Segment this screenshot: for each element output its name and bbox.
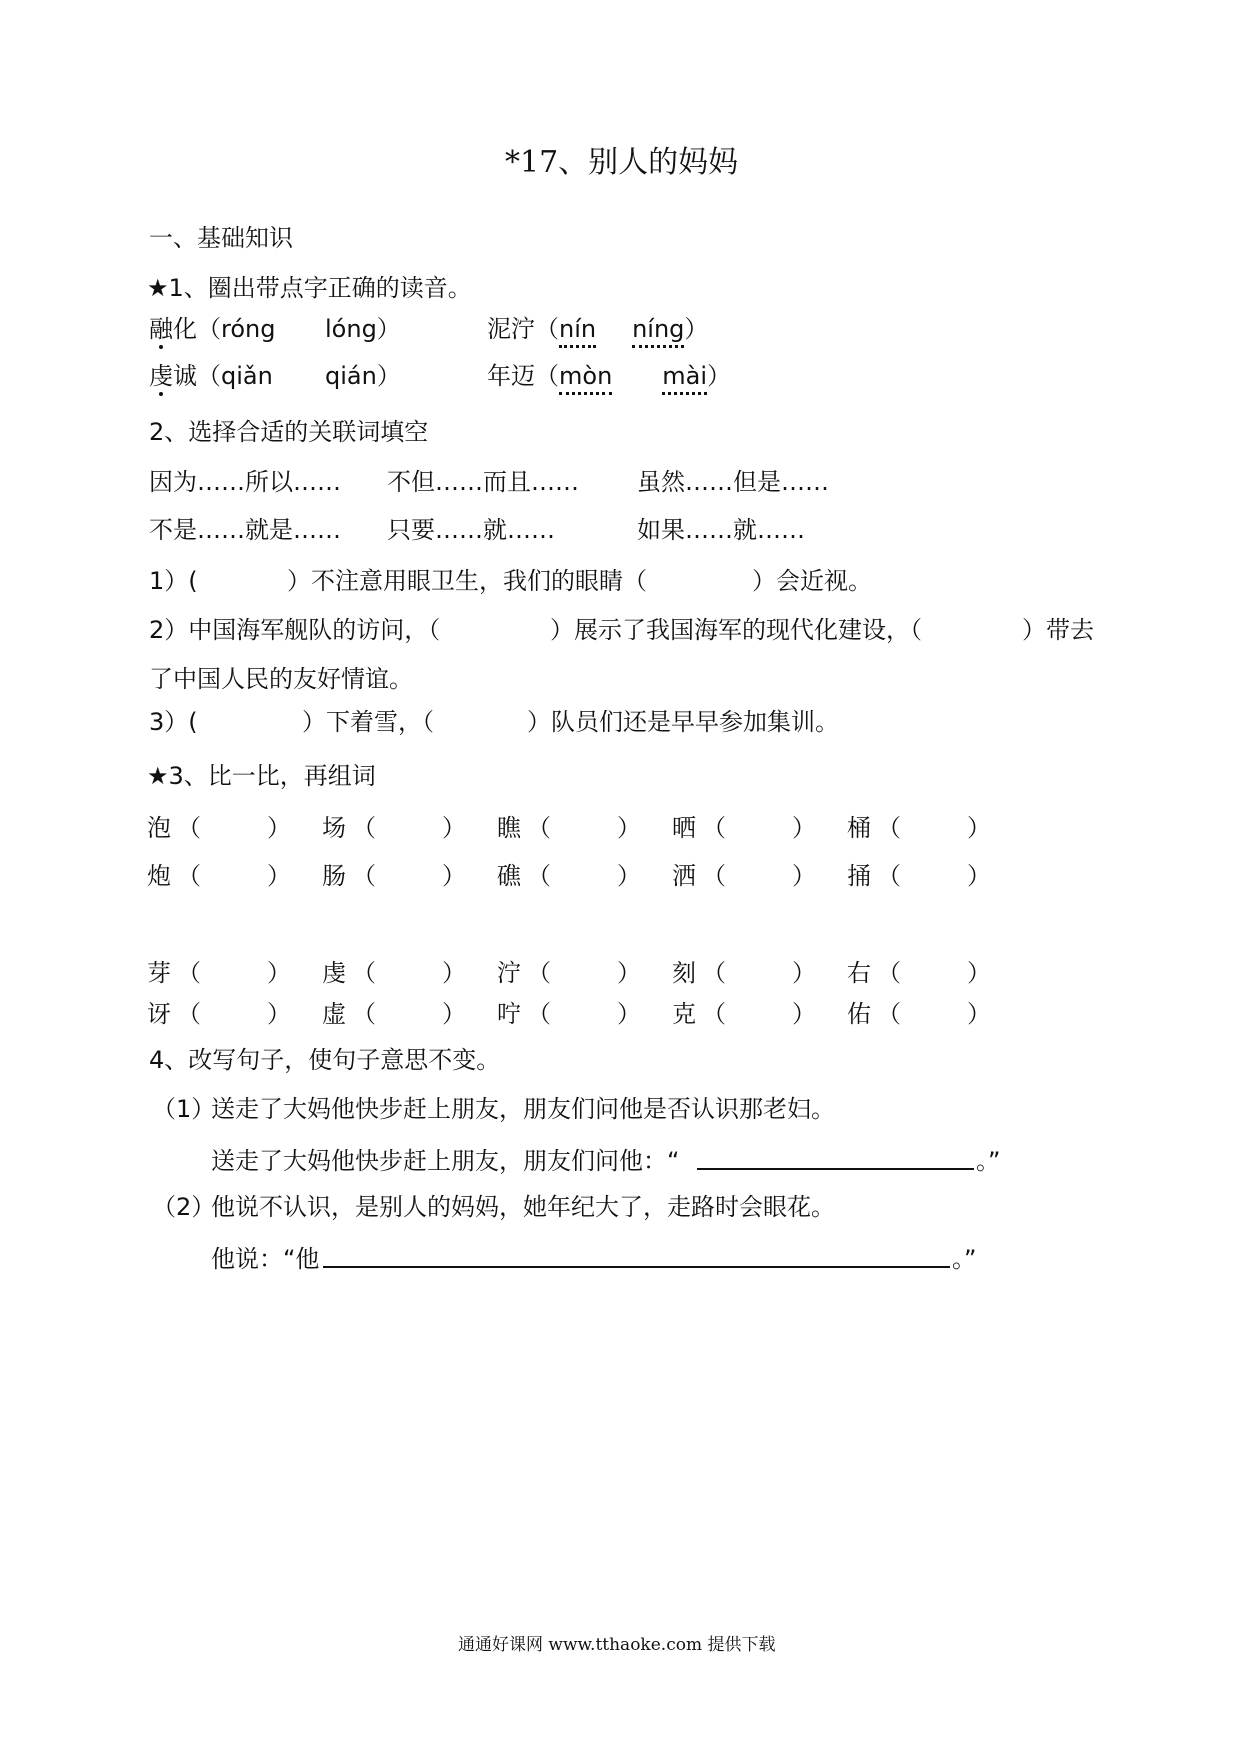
blank-open-paren: （ bbox=[877, 959, 901, 987]
compare-char: 肠 bbox=[322, 862, 346, 890]
blank-close-paren: ） bbox=[617, 814, 641, 842]
blank-close-paren: ） bbox=[617, 1000, 641, 1028]
compare-char: 桶 bbox=[847, 814, 871, 842]
dotted-char: 融 bbox=[149, 315, 173, 343]
blank-open-paren: （ bbox=[702, 814, 726, 842]
blank-open-paren: （ bbox=[352, 862, 376, 890]
word-blank[interactable] bbox=[555, 957, 619, 989]
blank-open-paren: （ bbox=[527, 862, 551, 890]
q2-sentence2-d: 了中国人民的友好情谊。 bbox=[149, 665, 413, 693]
compare-char: 洒 bbox=[672, 862, 696, 890]
blank-close-paren: ） bbox=[967, 814, 991, 842]
blank-open-paren: （ bbox=[177, 1000, 201, 1028]
word-blank[interactable] bbox=[730, 860, 794, 892]
q4-item2-text: 他说不认识，是别人的妈妈，她年纪大了，走路时会眼花。 bbox=[211, 1193, 835, 1221]
question-1-heading: ★1、圈出带点字正确的读音。 bbox=[147, 274, 472, 302]
answer-blank[interactable] bbox=[323, 1266, 950, 1268]
blank-close-paren: ） bbox=[442, 862, 466, 890]
blank-close-paren: ） bbox=[792, 814, 816, 842]
blank-close-paren: ） bbox=[617, 862, 641, 890]
blank-close-paren: ） bbox=[267, 1000, 291, 1028]
conjunction-option: 虽然……但是…… bbox=[637, 468, 829, 496]
blank-open-paren: （ bbox=[702, 862, 726, 890]
compare-char: 佑 bbox=[847, 1000, 871, 1028]
q1-row2-right bbox=[487, 364, 731, 388]
word-blank[interactable] bbox=[555, 812, 619, 844]
dotted-char: 虔 bbox=[149, 362, 173, 390]
blank-close-paren: ） bbox=[792, 862, 816, 890]
word-blank[interactable] bbox=[380, 957, 444, 989]
compare-char: 炮 bbox=[147, 862, 171, 890]
q1-row1-right-option2[interactable]: níng bbox=[632, 315, 684, 348]
compare-char: 泞 bbox=[497, 959, 521, 987]
q2-sentence3-c: ）队员们还是早早参加集训。 bbox=[527, 708, 839, 736]
blank-close-paren: ） bbox=[267, 814, 291, 842]
q2-sentence2-a: 2）中国海军舰队的访问，（ bbox=[149, 616, 441, 644]
q4-item2-rewrite: 他说：“他 bbox=[211, 1245, 320, 1273]
q1-row2-right-close: ） bbox=[707, 362, 732, 390]
compare-char: 场 bbox=[322, 814, 346, 842]
compare-char: 克 bbox=[672, 1000, 696, 1028]
word-blank[interactable] bbox=[205, 812, 269, 844]
q4-item2-end: 。” bbox=[952, 1245, 977, 1273]
blank-close-paren: ） bbox=[617, 959, 641, 987]
compare-char: 晒 bbox=[672, 814, 696, 842]
blank-open-paren: （ bbox=[877, 1000, 901, 1028]
compare-char: 讶 bbox=[147, 1000, 171, 1028]
blank-close-paren: ） bbox=[442, 814, 466, 842]
blank-close-paren: ） bbox=[267, 959, 291, 987]
word-blank[interactable] bbox=[905, 998, 969, 1030]
q1-row2-left bbox=[149, 364, 273, 388]
blank-open-paren: （ bbox=[527, 814, 551, 842]
blank-open-paren: （ bbox=[177, 814, 201, 842]
compare-char: 右 bbox=[847, 959, 871, 987]
q1-row1-right-word: 泥泞（ bbox=[487, 315, 559, 343]
q1-row1-left bbox=[149, 317, 275, 341]
blank-open-paren: （ bbox=[177, 959, 201, 987]
question-4-heading: 4、改写句子，使句子意思不变。 bbox=[149, 1046, 501, 1074]
conjunction-option: 如果……就…… bbox=[637, 516, 805, 544]
q4-item2-label: （2） bbox=[152, 1193, 216, 1221]
q2-sentence1-c: ）会近视。 bbox=[752, 567, 872, 595]
blank-open-paren: （ bbox=[177, 862, 201, 890]
q2-sentence1-a: 1）( bbox=[149, 567, 198, 595]
blank-open-paren: （ bbox=[352, 814, 376, 842]
blank-open-paren: （ bbox=[352, 959, 376, 987]
blank-open-paren: （ bbox=[352, 1000, 376, 1028]
q4-item1-rewrite: 送走了大妈他快步赶上朋友，朋友们问他：“ bbox=[211, 1147, 680, 1175]
blank-close-paren: ） bbox=[967, 862, 991, 890]
conjunction-option: 不是……就是…… bbox=[149, 516, 341, 544]
blank-open-paren: （ bbox=[877, 814, 901, 842]
word-blank[interactable] bbox=[380, 860, 444, 892]
blank-close-paren: ） bbox=[967, 1000, 991, 1028]
word-blank[interactable] bbox=[905, 812, 969, 844]
word-blank[interactable] bbox=[380, 812, 444, 844]
compare-char: 芽 bbox=[147, 959, 171, 987]
conjunction-option: 不但……而且…… bbox=[387, 468, 579, 496]
q4-item1-label: （1） bbox=[152, 1095, 216, 1123]
q1-row1-right bbox=[487, 317, 708, 341]
q2-sentence2-b: ）展示了我国海军的现代化建设，（ bbox=[550, 616, 922, 644]
footer-credit: 通通好课网 www.tthaoke.com 提供下载 bbox=[458, 1635, 776, 1655]
q1-row2-left-option1: 诚（qiǎn bbox=[173, 362, 273, 390]
blank-close-paren: ） bbox=[442, 1000, 466, 1028]
compare-char: 咛 bbox=[497, 1000, 521, 1028]
word-blank[interactable] bbox=[380, 998, 444, 1030]
word-blank[interactable] bbox=[905, 957, 969, 989]
q1-row2-right-option2[interactable]: mài bbox=[662, 362, 707, 395]
q1-row1-right-option1[interactable]: nín bbox=[559, 315, 596, 348]
compare-char: 虔 bbox=[322, 959, 346, 987]
compare-char: 泡 bbox=[147, 814, 171, 842]
blank-close-paren: ） bbox=[442, 959, 466, 987]
q2-sentence2-c: ）带去 bbox=[1022, 616, 1094, 644]
answer-blank[interactable] bbox=[697, 1168, 974, 1170]
compare-char: 捅 bbox=[847, 862, 871, 890]
q1-row2-left-option2: qián） bbox=[325, 362, 401, 390]
word-blank[interactable] bbox=[730, 957, 794, 989]
conjunction-option: 只要……就…… bbox=[387, 516, 555, 544]
q1-row2-right-word: 年迈（ bbox=[487, 362, 559, 390]
blank-open-paren: （ bbox=[527, 1000, 551, 1028]
q1-row1-left-option1: 化（róng bbox=[173, 315, 276, 343]
word-blank[interactable] bbox=[555, 860, 619, 892]
compare-char: 礁 bbox=[497, 862, 521, 890]
conjunction-option: 因为……所以…… bbox=[149, 468, 341, 496]
q1-row1-right-close: ） bbox=[684, 315, 709, 343]
word-blank[interactable] bbox=[730, 998, 794, 1030]
word-blank[interactable] bbox=[555, 998, 619, 1030]
blank-open-paren: （ bbox=[877, 862, 901, 890]
blank-open-paren: （ bbox=[702, 959, 726, 987]
blank-close-paren: ） bbox=[792, 1000, 816, 1028]
q2-sentence3-a: 3）( bbox=[149, 708, 198, 736]
blank-open-paren: （ bbox=[527, 959, 551, 987]
word-blank[interactable] bbox=[205, 957, 269, 989]
page-title: *17、别人的妈妈 bbox=[505, 145, 739, 180]
q4-item1-text: 送走了大妈他快步赶上朋友，朋友们问他是否认识那老妇。 bbox=[211, 1095, 835, 1123]
compare-char: 瞧 bbox=[497, 814, 521, 842]
q2-sentence3-b: ）下着雪，（ bbox=[302, 708, 434, 736]
question-2-heading: 2、选择合适的关联词填空 bbox=[149, 418, 429, 446]
compare-char: 虚 bbox=[322, 1000, 346, 1028]
compare-char: 刻 bbox=[672, 959, 696, 987]
question-3-heading: ★3、比一比，再组词 bbox=[147, 762, 376, 790]
section-heading: 一、基础知识 bbox=[149, 224, 293, 252]
q2-sentence1-b: ）不注意用眼卫生，我们的眼睛（ bbox=[287, 567, 647, 595]
blank-close-paren: ） bbox=[267, 862, 291, 890]
word-blank[interactable] bbox=[905, 860, 969, 892]
q4-item1-end: 。” bbox=[976, 1147, 1001, 1175]
blank-open-paren: （ bbox=[702, 1000, 726, 1028]
word-blank[interactable] bbox=[205, 998, 269, 1030]
word-blank[interactable] bbox=[730, 812, 794, 844]
word-blank[interactable] bbox=[205, 860, 269, 892]
blank-close-paren: ） bbox=[792, 959, 816, 987]
blank-close-paren: ） bbox=[967, 959, 991, 987]
q1-row2-right-option1[interactable]: mòn bbox=[559, 362, 612, 395]
q1-row1-left-option2: lóng） bbox=[325, 315, 401, 343]
